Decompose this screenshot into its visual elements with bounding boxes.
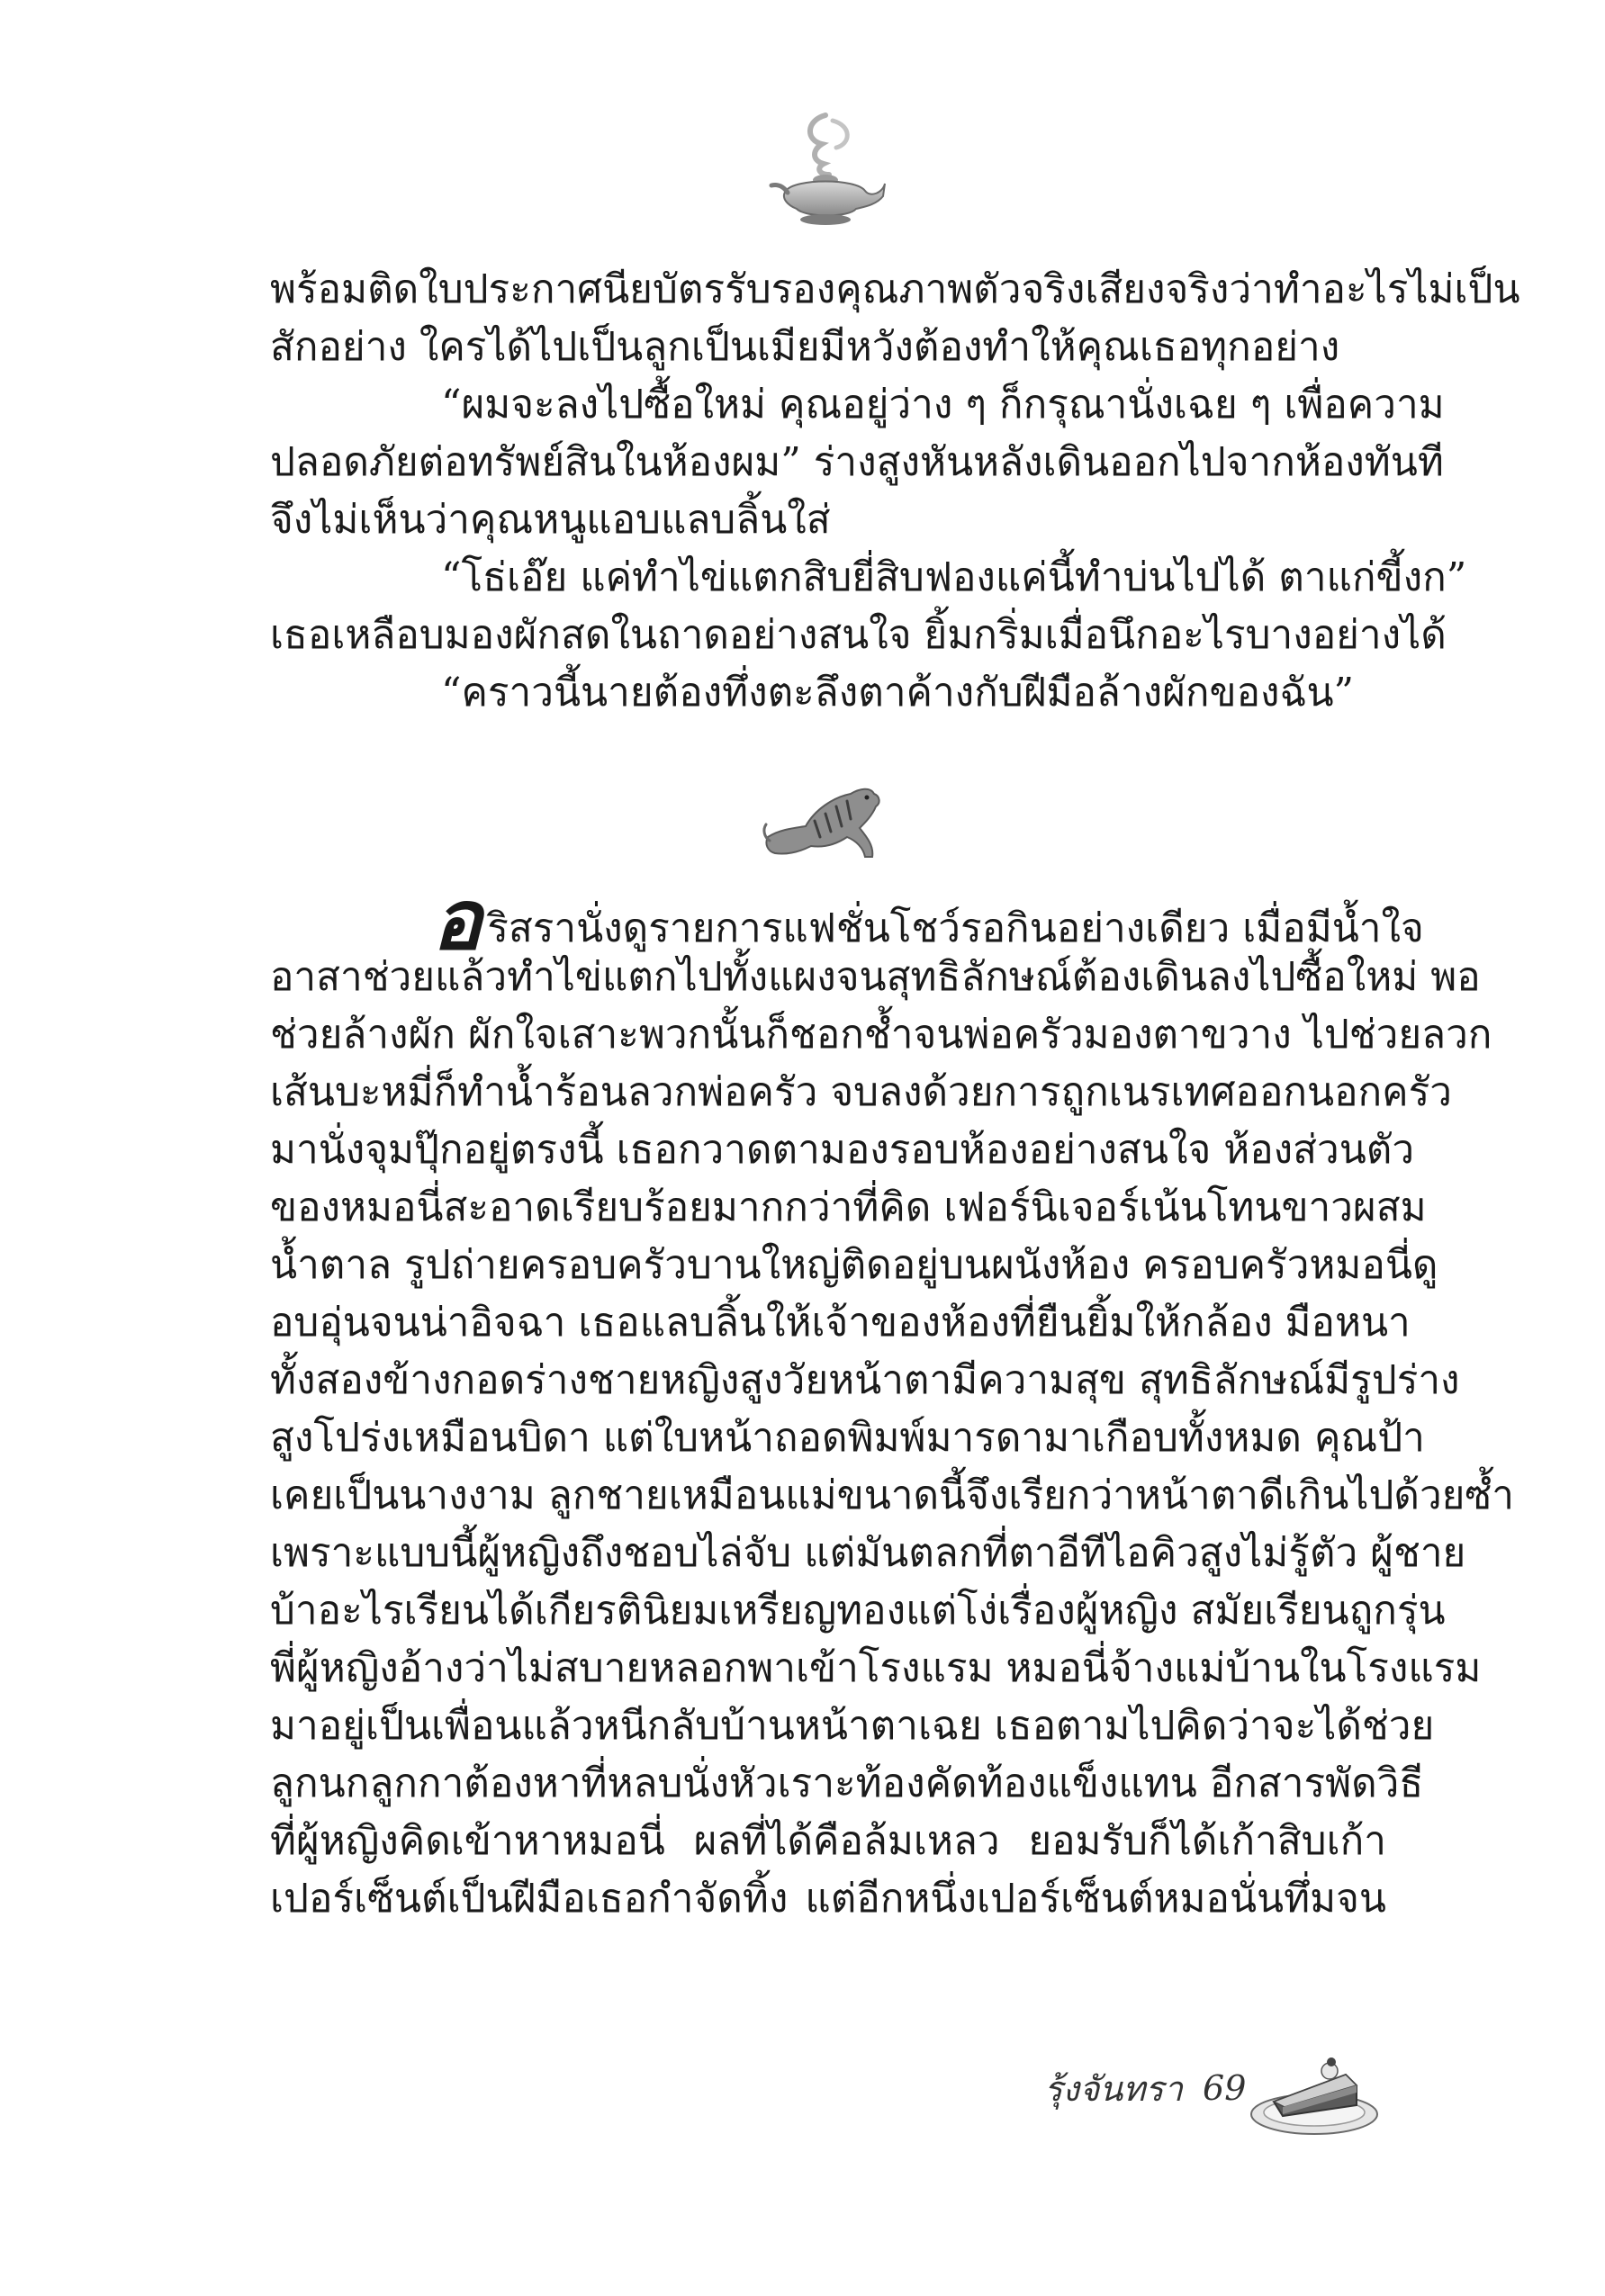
text-line: ที่ผู้หญิงคิดเข้าหาหมอนี่ ผลที่ได้คือล้มเหลว ยอมรับก็ได้เก้าสิบเก้า [270,1818,1386,1864]
text-line: ปลอดภัยต่อทรัพย์สินในห้องผม” ร่างสูงหันหลังเดินออกไปจากห้องทันที [270,439,1444,485]
text-line: เคยเป็นนางงาม ลูกชายเหมือนแม่ขนาดนี้จึงเรียกว่าหน้าตาดีเกินไปด้วยซ้ำ [270,1472,1515,1518]
dialogue-line: “คราวนี้นายต้องทึ่งตะลึงตาค้างกับฝีมือล้างผักของฉัน” [441,670,1355,716]
text-line: อาสาช่วยแล้วทำไข่แตกไปทั้งแผงจนสุทธิลักษณ์ต้องเดินลงไปซื้อใหม่ พอ [270,954,1481,1000]
dialogue-line: “ผมจะลงไปซื้อใหม่ คุณอยู่ว่าง ๆ ก็กรุณานั่งเฉย ๆ เพื่อความ [441,382,1445,428]
text-line: เส้นบะหมี่ก็ทำน้ำร้อนลวกพ่อครัว จบลงด้วยการถูกเนรเทศออกนอกครัว [270,1069,1452,1115]
text-line: เพราะแบบนี้ผู้หญิงถึงชอบไล่จับ แต่มันตลกที่ตาอีทีไอคิวสูงไม่รู้ตัว ผู้ชาย [270,1530,1466,1576]
text-line: สักอย่าง ใครได้ไปเป็นลูกเป็นเมียมีหวังต้องทำให้คุณเธอทุกอย่าง [270,324,1340,370]
text-line: จึงไม่เห็นว่าคุณหนูแอบแลบลิ้นใส่ [270,497,831,543]
text-line: สูงโปร่งเหมือนบิดา แต่ใบหน้าถอดพิมพ์มารดามาเกือบทั้งหมด คุณป้า [270,1415,1425,1461]
dialogue-line: “โธ่เอ๊ย แค่ทำไข่แตกสิบยี่สิบฟองแค่นี้ทำบ่นไปได้ ตาแก่ขี้งก” [441,554,1467,600]
text-line: เปอร์เซ็นต์เป็นฝีมือเธอกำจัดทิ้ง แต่อีกหนึ่งเปอร์เซ็นต์หมอนั่นทึ่มจน [270,1876,1386,1922]
text-line: บ้าอะไรเรียนได้เกียรตินิยมเหรียญทองแต่โง่เรื่องผู้หญิง สมัยเรียนถูกรุ่น [270,1588,1446,1634]
cake-slice-icon [1247,2030,1382,2138]
passage-section-1 [270,261,1520,722]
author-name: รุ้งจันทรา [1044,2068,1184,2109]
genie-lamp-icon [770,108,887,230]
first-line-text: ริสรานั่งดูรายการแฟชั่นโชว์รอกินอย่างเดียว เมื่อมีน้ำใจ [487,905,1424,951]
text-line: เธอเหลือบมองผักสดในถาดอย่างสนใจ ยิ้มกริ่มเมื่อนึกอะไรบางอย่างได้ [270,612,1447,658]
passage-section-2 [270,871,1515,1928]
text-line: ช่วยล้างผัก ผักใจเสาะพวกนั้นก็ชอกช้ำจนพ่อครัวมองตาขวาง ไปช่วยลวก [270,1012,1492,1058]
text-line: น้ำตาล รูปถ่ายครอบครัวบานใหญ่ติดอยู่บนผนังห้อง ครอบครัวหมอนี่ดู [270,1242,1438,1288]
text-line: พี่ผู้หญิงอ้างว่าไม่สบายหลอกพาเข้าโรงแรม หมอนี่จ้างแม่บ้านในโรงแรม [270,1645,1482,1691]
page-footer [1044,2061,1246,2115]
text-line: ทั้งสองข้างกอดร่างชายหญิงสูงวัยหน้าตามีความสุข สุทธิลักษณ์มีรูปร่าง [270,1357,1460,1403]
paragraph-first-line [270,871,1424,968]
text-line: ลูกนกลูกกาต้องหาที่หลบนั่งหัวเราะท้องคัดท้องแข็งแทน อีกสารพัดวิธี [270,1760,1424,1806]
text-line: มาอยู่เป็นเพื่อนแล้วหนีกลับบ้านหน้าตาเฉย เธอตามไปคิดว่าจะได้ช่วย [270,1703,1435,1749]
text-line: ของหมอนี่สะอาดเรียบร้อยมากกว่าที่คิด เฟอร์นิเจอร์เน้นโทนขาวผสม [270,1184,1427,1230]
drop-cap: อ [432,871,482,968]
text-line: พร้อมติดใบประกาศนียบัตรรับรองคุณภาพตัวจริงเสียงจริงว่าทำอะไรไม่เป็น [270,266,1520,312]
page-number: 69 [1203,2068,1247,2108]
text-line: มานั่งจุมปุ๊กอยู่ตรงนี้ เธอกวาดตามองรอบห้องอย่างสนใจ ห้องส่วนตัว [270,1127,1415,1173]
leaping-tiger-icon [761,774,887,864]
text-line: อบอุ่นจนน่าอิจฉา เธอแลบลิ้นให้เจ้าของห้องที่ยืนยิ้มให้กล้อง มือหนา [270,1300,1411,1346]
